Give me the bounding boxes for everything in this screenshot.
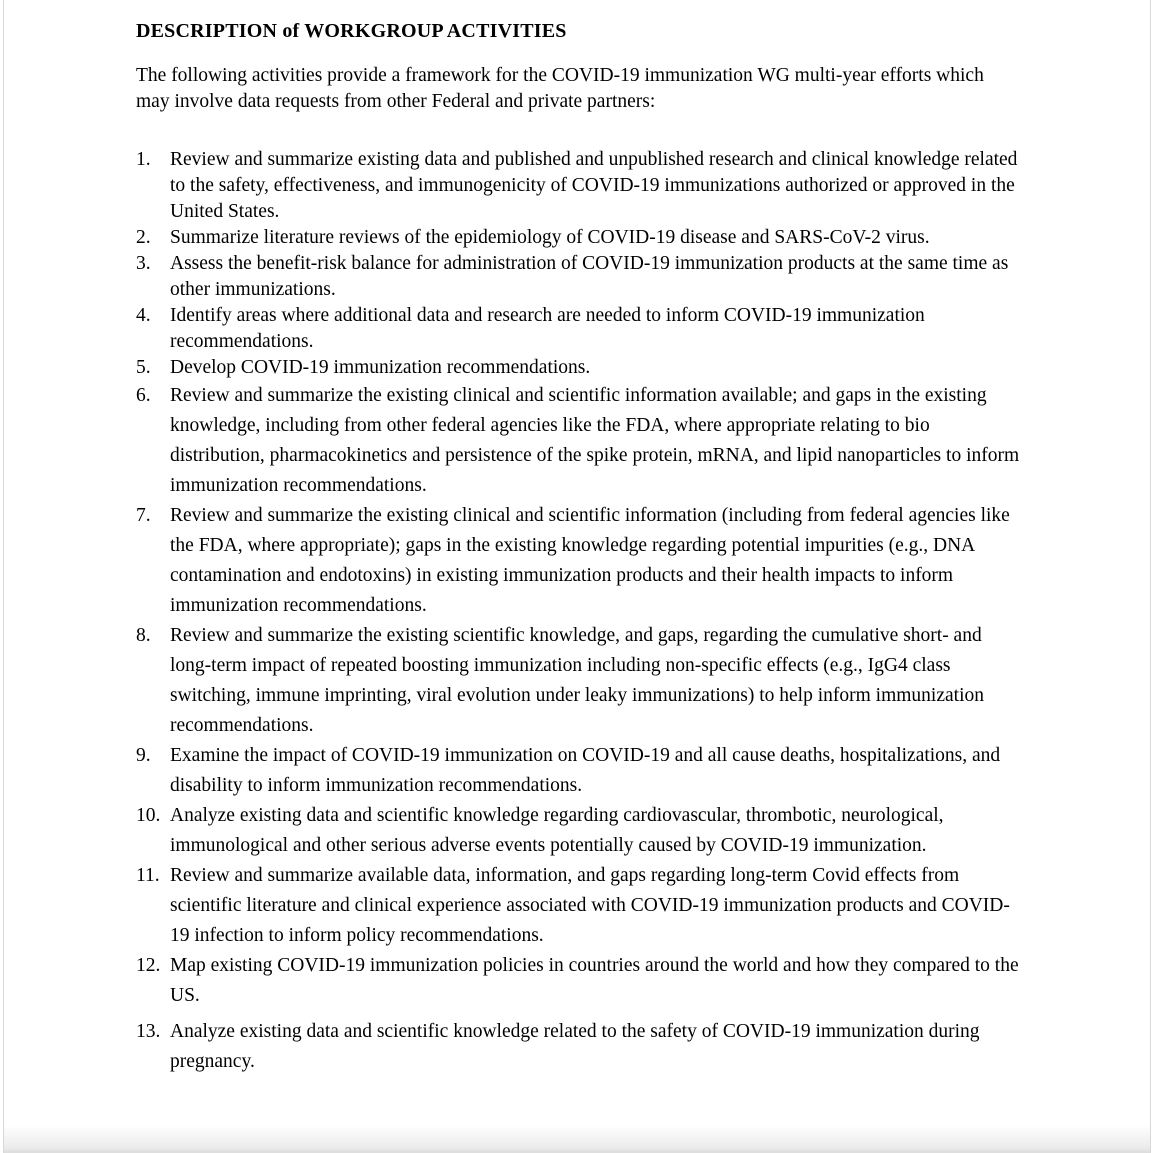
list-item-text: Identify areas where additional data and research are needed to inform COVID-19 immunization recommendations. [170, 305, 925, 352]
list-item-text: Develop COVID-19 immunization recommendations. [170, 357, 591, 378]
list-item-number: 1. [136, 149, 151, 170]
list-item-text: Summarize literature reviews of the epidemiology of COVID-19 disease and SARS-CoV-2 virus. [170, 227, 930, 248]
list-item-number: 2. [136, 227, 151, 248]
list-item [136, 381, 1020, 501]
document-content [4, 0, 1020, 1077]
list-item [136, 501, 1020, 621]
list-item-number: 3. [136, 253, 151, 274]
list-item-text: Review and summarize the existing clinical and scientific information available; and gaps in the existing knowledge, including from other federal agencies like the FDA, where appropriate relating to bio distribution, pharmacokinetics and persistence of the spike protein, mRNA, and lipid nanoparticles to inform immunization recommendations. [170, 385, 1020, 496]
list-item-text: Analyze existing data and scientific knowledge related to the safety of COVID-19 immunization during pregnancy. [170, 1021, 980, 1072]
list-item-number: 5. [136, 357, 151, 378]
list-item [136, 741, 1020, 801]
list-item-number: 6. [136, 385, 151, 406]
list-item [136, 225, 1020, 251]
list-item-number: 7. [136, 505, 151, 526]
list-item [136, 147, 1020, 225]
list-item [136, 951, 1020, 1011]
list-item-text: Review and summarize the existing clinical and scientific information (including from federal agencies like the FDA, where appropriate); gaps in the existing knowledge regarding potential impurities (e.g., DNA contamination and endotoxins) in existing immunization products and their health impacts to inform immunization recommendations. [170, 505, 1010, 616]
list-item [136, 251, 1020, 303]
list-item-number: 11. [136, 865, 160, 886]
page-title: DESCRIPTION of WORKGROUP ACTIVITIES [136, 20, 567, 42]
list-item-text: Review and summarize existing data and published and unpublished research and clinical knowledge related to the safety, effectiveness, and immunogenicity of COVID-19 immunizations authorized or approved in the United States. [170, 149, 1018, 222]
list-item-text: Review and summarize available data, information, and gaps regarding long-term Covid effects from scientific literature and clinical experience associated with COVID-19 immunization products and COVID-19 infection to inform policy recommendations. [170, 865, 1010, 946]
list-item-number: 9. [136, 745, 151, 766]
list-item-number: 12. [136, 955, 161, 976]
list-item [136, 303, 1020, 355]
page-bottom-edge [4, 1125, 1150, 1153]
list-item-number: 13. [136, 1021, 161, 1042]
document-page [3, 0, 1151, 1153]
list-item-text: Map existing COVID-19 immunization policies in countries around the world and how they compared to the US. [170, 955, 1019, 1006]
list-item-text: Examine the impact of COVID-19 immunization on COVID-19 and all cause deaths, hospitalizations, and disability to inform immunization recommendations. [170, 745, 1001, 796]
list-item [136, 801, 1020, 861]
list-item [136, 861, 1020, 951]
list-item-text: Analyze existing data and scientific knowledge regarding cardiovascular, thrombotic, neurological, immunological and other serious adverse events potentially caused by COVID-19 immunization. [170, 805, 944, 856]
intro-paragraph: The following activities provide a framework for the COVID-19 immunization WG multi-year efforts which may involve data requests from other Federal and private partners: [136, 65, 984, 112]
list-item-text: Review and summarize the existing scientific knowledge, and gaps, regarding the cumulative short- and long-term impact of repeated boosting immunization including non-specific effects (e.g., IgG4 class switching, immune imprinting, viral evolution under leaky immunizations) to help inform immunization recommendations. [170, 625, 984, 736]
list-item-number: 4. [136, 305, 151, 326]
list-item [136, 621, 1020, 741]
list-item-number: 8. [136, 625, 151, 646]
list-item [136, 355, 1020, 381]
activities-list [136, 147, 1020, 1077]
list-item-number: 10. [136, 805, 161, 826]
list-item [136, 1017, 1020, 1077]
list-item-text: Assess the benefit-risk balance for administration of COVID-19 immunization products at the same time as other immunizations. [170, 253, 1009, 300]
